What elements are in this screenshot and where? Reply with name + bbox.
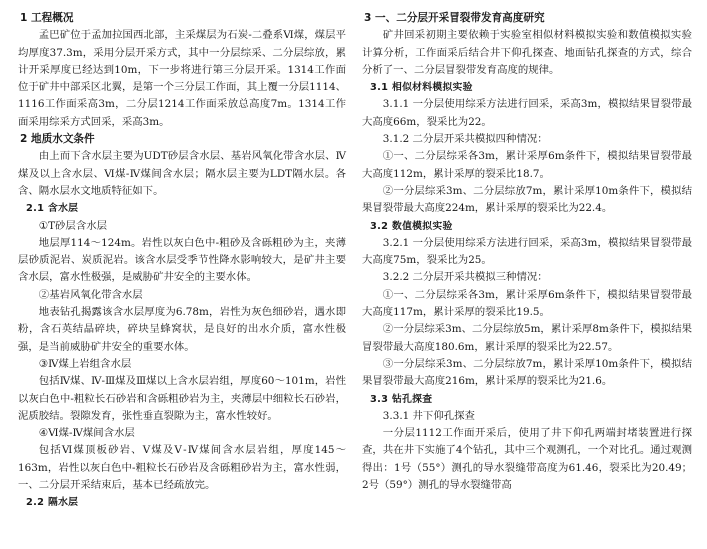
subsection-heading: 3.1 相似材料模拟实验 — [370, 82, 473, 94]
paragraph: ①一、二分层综采各3m，累计采厚6m条件下，模拟结果冒裂带最大高度117m，累计采厚的裂采比19.5。 — [362, 288, 692, 319]
right-column — [362, 10, 692, 494]
paragraph: 包括Ⅵ煤顶板砂岩、Ⅴ煤及Ⅴ-Ⅳ煤间含水层岩组，厚度145～163m，岩性以灰白色中-粗粒长石砂岩及含砾粗砂岩为主，富水性弱，一、二分层开采结束后，基本已经疏放完。 — [18, 444, 346, 492]
paragraph: 孟巴矿位于孟加拉国西北部，主采煤层为石炭-二叠系Ⅵ煤，煤层平均厚度37.3m，采用分层开采方式，其中一分层综采、二分层综放，累计开采厚度已经达到10m，下一步将进行第三分层开采。1314工作面位于矿井中部采区北翼，是第一个三分层工作面，其上覆一分层1114、1116工作面采高3m，二分层1214工作面采放总高度7m。1314工作面采用综采方式回采，采高3m。 — [18, 29, 346, 128]
paragraph: 矿井回采初期主要依赖于实验室相似材料模拟实验和数值模拟实验计算分析，工作面采后结合井下仰孔探查、地面钻孔探查的方式，综合分析了一、二分层冒裂带发育高度的规律。 — [362, 29, 692, 76]
paragraph: 包括Ⅳ煤、Ⅳ-Ⅲ煤及Ⅲ煤以上含水层岩组，厚度60～101m，岩性以灰白色中-粗粒长石砂岩和含砾粗砂岩为主，夹薄层中细粒长石砂岩，泥质胶结。裂隙发育，张性垂直裂隙为主，富水性较好。 — [18, 375, 346, 422]
paragraph: 3.2.2 二分层开采共模拟三种情况： — [382, 271, 548, 284]
paragraph: ③一分层综采3m、二分层综放7m，累计采厚10m条件下，模拟结果冒裂带最大高度216m，累计采厚的裂采比为21.6。 — [362, 357, 692, 388]
section-heading: 1 工程概况 — [20, 12, 74, 24]
subsection-heading: 3.2 数值模拟实验 — [370, 220, 453, 232]
paragraph: ④Ⅵ煤-Ⅳ煤间含水层 — [38, 427, 135, 440]
paragraph: 地层厚114～124m。岩性以灰白色中-粗砂及含砾粗砂为主，夹薄层砂质泥岩、炭质泥岩。该含水层受季节性降水影响较大，是矿井主要含水层，富水性极强，是威胁矿井安全的主要水体。 — [18, 236, 346, 284]
paragraph: 3.3.1 井下仰孔探查 — [382, 409, 475, 422]
paragraph: ②一分层综采3m、二分层综放7m，累计采厚10m条件下，模拟结果冒裂带最大高度224m，累计采厚的裂采比为22.4。 — [362, 184, 692, 215]
paragraph: ①一、二分层综采各3m，累计采厚6m条件下，模拟结果冒裂带最大高度112m，累计采厚的裂采比18.7。 — [362, 150, 692, 180]
left-column — [18, 10, 346, 512]
paragraph: 3.1.1 一分层使用综采方法进行回采，采高3m，模拟结果冒裂带最大高度66m，裂采比为22。 — [362, 98, 692, 128]
paragraph: 3.1.2 二分层开采共模拟四种情况： — [382, 133, 548, 146]
subsection-heading: 2.2 隔水层 — [26, 497, 79, 509]
paragraph: 由上而下含水层主要为UDT砂层含水层、基岩风氧化带含水层、Ⅳ煤及以上含水层、Ⅵ煤-Ⅳ煤间含水层；隔水层主要为LDT隔水层。各含、隔水层水文地质特征如下。 — [18, 150, 346, 197]
paragraph: ①T砂层含水层 — [38, 219, 107, 232]
paragraph: ②一分层综采3m、二分层综放5m，累计采厚8m条件下，模拟结果冒裂带最大高度180.6m，累计采厚的裂采比为22.57。 — [362, 323, 692, 353]
section-heading: 2 地质水文条件 — [20, 133, 95, 146]
paragraph: ②基岩风氧化带含水层 — [38, 288, 143, 301]
paragraph: 一分层1112工作面开采后，使用了井下仰孔两端封堵装置进行探查，共在井下实施了4个钻孔，其中三个观测孔，一个对比孔。通过观测得出：1号（55°）测孔的导水裂缝带高度为61.46，裂采比为20.49；2号（59°）测孔的导水裂缝带高 — [362, 427, 692, 492]
subsection-heading: 3.3 钻孔探查 — [370, 393, 433, 405]
section-heading: 3 一、二分层开采冒裂带发育高度研究 — [364, 12, 545, 24]
subsection-heading: 2.1 含水层 — [26, 203, 79, 215]
paragraph: 地表钻孔揭露该含水层厚度为6.78m，岩性为灰色细砂岩，遇水即粉，含石英结晶碎块，碎块呈蜂窝状，是良好的出水介质，富水性极强，是当前威胁矿井安全的重要水体。 — [18, 306, 346, 353]
paragraph: ③Ⅳ煤上岩组含水层 — [38, 357, 132, 370]
paragraph: 3.2.1 一分层使用综采方法进行回采，采高3m，模拟结果冒裂带最大高度75m，裂采比为25。 — [362, 236, 692, 267]
